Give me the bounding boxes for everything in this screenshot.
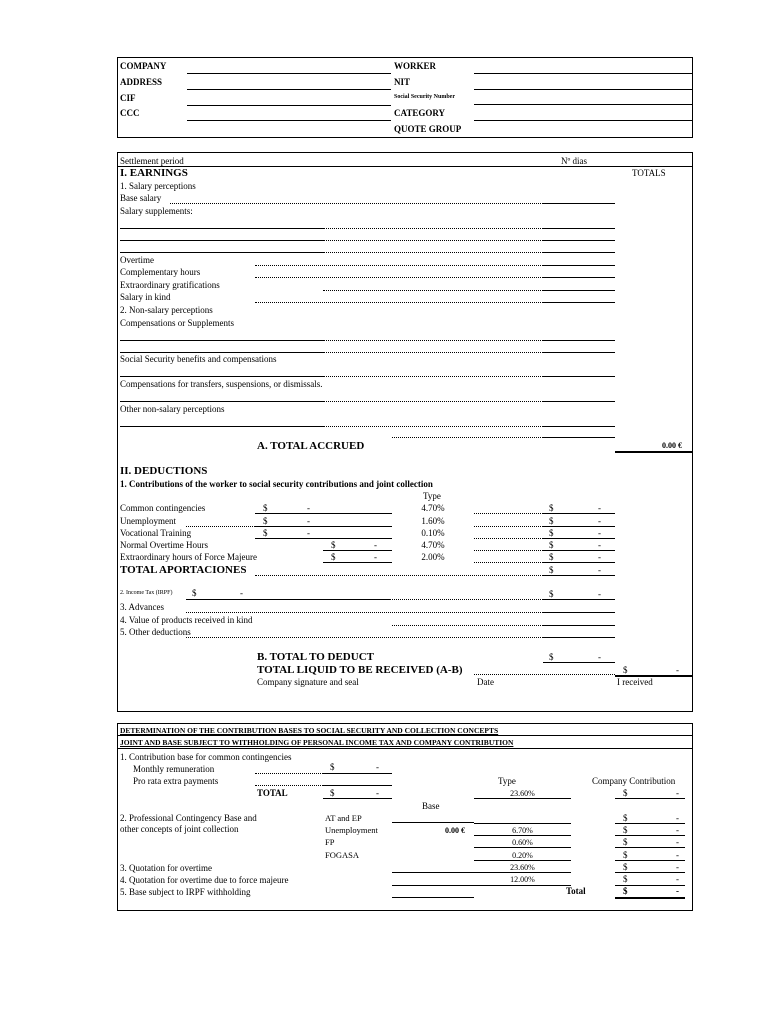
prorata-dots <box>255 785 323 786</box>
nit-field[interactable] <box>474 89 692 90</box>
totals-header: TOTALS <box>632 168 666 178</box>
common-base-label: 1. Contribution base for common contingencies <box>120 752 292 762</box>
deduction-row-amount-line[interactable] <box>543 538 615 539</box>
company-field[interactable] <box>187 73 391 74</box>
irpf-base: - <box>240 588 243 598</box>
prof-row-line <box>615 860 685 861</box>
products-in-kind-dots <box>392 625 543 626</box>
force-quote-base-line[interactable] <box>392 885 474 886</box>
force-quote-value: - <box>676 874 679 884</box>
total-accrued-dots <box>392 437 543 438</box>
deduction-row-type-dots <box>474 513 543 514</box>
total-liquid-label: TOTAL LIQUID TO BE RECEIVED (A-B) <box>257 664 463 676</box>
advances-dots <box>186 612 543 613</box>
overtime-field[interactable] <box>543 265 615 266</box>
deduction-row-type: 4.70% <box>421 540 445 550</box>
deduction-row-cur2: $ <box>549 528 554 538</box>
bases-total-label: TOTAL <box>257 788 288 798</box>
deduction-row-amount: - <box>598 516 601 526</box>
deduction-row-type-dots <box>474 562 543 563</box>
other-non-salary-field[interactable] <box>543 426 615 427</box>
transfers-line[interactable] <box>120 401 323 402</box>
prof-row-type-line <box>474 823 571 824</box>
cif-label: CIF <box>120 93 136 103</box>
deduction-row-label: Common contingencies <box>120 503 206 513</box>
deduction-row-cur2: $ <box>549 552 554 562</box>
category-field[interactable] <box>474 120 692 121</box>
deductions-title: II. DEDUCTIONS <box>120 465 208 477</box>
grand-total-value: - <box>676 886 679 896</box>
supplement-line-2[interactable] <box>120 240 323 241</box>
total-accrued-value: 0.00 € <box>662 441 682 450</box>
deduction-row-amount: - <box>598 540 601 550</box>
prof-row-type-line <box>474 860 571 861</box>
ssn-label: Social Security Number <box>394 94 455 100</box>
deduction-row-base-line[interactable] <box>323 562 392 563</box>
bases-total-type-line <box>474 798 571 799</box>
company-contribution-header: Company Contribution <box>592 776 676 786</box>
address-field[interactable] <box>187 89 391 90</box>
prof-row-base-line[interactable] <box>392 822 474 823</box>
prof-label-2: other concepts of joint collection <box>120 824 239 834</box>
prof-row-label: Unemployment <box>325 825 378 835</box>
deduction-row-label: Normal Overtime Hours <box>120 540 208 550</box>
total-deduct-cur: $ <box>549 652 554 662</box>
supplement-dots-2 <box>323 240 543 241</box>
complementary-hours-label: Complementary hours <box>120 267 201 277</box>
deduction-row-amount: - <box>598 552 601 562</box>
total-accrued-line <box>543 437 615 438</box>
deduction-row-cur: $ <box>263 516 268 526</box>
deduction-row-amount: - <box>598 528 601 538</box>
supplement-dots-1 <box>323 228 543 229</box>
supplement-line-1[interactable] <box>120 228 323 229</box>
deduction-row-label: Unemployment <box>120 516 176 526</box>
overtime-quote-cur: $ <box>623 862 628 872</box>
transfers-dots <box>323 401 543 402</box>
quote-group-label: QUOTE GROUP <box>394 124 462 134</box>
settlement-period-field[interactable] <box>255 166 543 167</box>
salary-in-kind-label: Salary in kind <box>120 292 171 302</box>
other-deductions-label: 5. Other deductions <box>120 627 191 637</box>
deduction-row-type-dots <box>474 526 543 527</box>
overtime-label: Overtime <box>120 255 154 265</box>
supplement-amount-3[interactable] <box>543 252 615 253</box>
total-liquid-cur: $ <box>623 665 628 675</box>
ccc-label: CCC <box>120 108 140 118</box>
ss-benefits-dots <box>323 376 543 377</box>
deduction-row-amount-line[interactable] <box>543 526 615 527</box>
deduction-row-label: Vocational Training <box>120 528 192 538</box>
deduction-row-base: - <box>307 503 310 513</box>
prof-row-value: - <box>676 813 679 823</box>
base-header: Base <box>422 801 440 811</box>
bases-total-value: - <box>376 788 379 798</box>
deduction-row-base: - <box>307 528 310 538</box>
deduction-row-type: 4.70% <box>421 503 445 513</box>
prof-row-value: - <box>676 837 679 847</box>
products-in-kind-field[interactable] <box>543 625 615 626</box>
irpf-value: - <box>598 589 601 599</box>
deduction-row-base-line[interactable] <box>255 513 392 514</box>
prof-row-cur: $ <box>623 813 628 823</box>
payroll-box <box>117 152 693 712</box>
other-non-salary-label: Other non-salary perceptions <box>120 404 225 414</box>
bases-title-2-line <box>117 748 693 749</box>
deduction-row-cur2: $ <box>549 540 554 550</box>
days-label: Nº dias <box>561 156 588 166</box>
force-quote-type-line <box>474 885 571 886</box>
irpf-base-field[interactable] <box>392 897 474 898</box>
force-quote-label: 4. Quotation for overtime due to force majeure <box>120 875 289 885</box>
total-contrib-label: TOTAL APORTACIONES <box>120 564 247 576</box>
deduction-row-cur: $ <box>331 552 336 562</box>
deduction-row-base: - <box>374 540 377 550</box>
complementary-hours-field[interactable] <box>543 277 615 278</box>
prorata-label: Pro rata extra payments <box>133 776 219 786</box>
bases-total-line <box>323 798 392 799</box>
bases-title-1-line <box>117 735 693 736</box>
bases-total-cur: $ <box>330 788 335 798</box>
overtime-quote-label: 3. Quotation for overtime <box>120 863 212 873</box>
nit-label: NIT <box>394 77 411 87</box>
deduction-row-amount-line[interactable] <box>543 513 615 514</box>
date-label: Date <box>477 677 494 687</box>
transfers-label: Compensations for transfers, suspensions, or dismissals. <box>120 379 323 389</box>
total-liquid-value: - <box>676 665 679 675</box>
supplement-amount-2[interactable] <box>543 240 615 241</box>
cif-field[interactable] <box>187 105 391 106</box>
overtime-quote-type-line <box>474 872 571 873</box>
deduction-row-dots <box>186 526 255 527</box>
deduction-row-cur: $ <box>263 503 268 513</box>
deduction-row-type: 1.60% <box>421 516 445 526</box>
compensations-field[interactable] <box>543 340 615 341</box>
deduction-row-base-line[interactable] <box>255 526 392 527</box>
deduction-row-base: - <box>374 552 377 562</box>
received-label: I received <box>617 677 653 687</box>
deduction-row-type: 0.10% <box>421 528 445 538</box>
force-quote-cur: $ <box>623 874 628 884</box>
monthly-cur: $ <box>330 762 335 772</box>
products-in-kind-label: 4. Value of products received in kind <box>120 615 253 625</box>
total-contrib-dots <box>255 575 543 576</box>
deduction-row-amount: - <box>598 503 601 513</box>
total-contrib-line <box>543 575 615 576</box>
transfers-field[interactable] <box>543 401 615 402</box>
ss-benefits-field[interactable] <box>543 376 615 377</box>
prof-row-type-line <box>474 847 571 848</box>
overtime-quote-type: 23.60% <box>510 863 535 872</box>
deduction-row-base: - <box>307 516 310 526</box>
worker-field[interactable] <box>474 73 692 74</box>
prof-row-line <box>615 823 685 824</box>
base-salary-field[interactable] <box>543 203 615 204</box>
supplement-amount-1[interactable] <box>543 228 615 229</box>
grand-total-label: Total <box>566 886 586 896</box>
supplement-line-3[interactable] <box>120 252 323 253</box>
worker-label: WORKER <box>394 61 437 71</box>
compensations-line[interactable] <box>120 340 323 341</box>
salary-in-kind-field[interactable] <box>543 302 615 303</box>
prof-row-type: 0.20% <box>512 851 533 860</box>
contrib-title: 1. Contributions of the worker to social security contributions and joint collection <box>120 479 433 489</box>
bases-title-1: DETERMINATION OF THE CONTRIBUTION BASES TO SOCIAL SECURITY AND COLLECTION CONCEPTS <box>120 726 499 735</box>
prof-row-type: 0.60% <box>512 838 533 847</box>
base-salary-dots <box>170 203 543 204</box>
grand-total-line <box>615 897 685 899</box>
irpf-cur: $ <box>192 588 197 598</box>
compensations-dots <box>323 340 543 341</box>
irpf-cur2: $ <box>549 589 554 599</box>
irpf-base-line[interactable] <box>186 599 391 600</box>
prof-row-type: 6.70% <box>512 826 533 835</box>
irpf-dots <box>392 599 543 600</box>
prof-row-line <box>615 835 685 836</box>
total-contrib-cur: $ <box>549 565 554 575</box>
compensations-field-2[interactable] <box>543 352 615 353</box>
irpf-base-label: 5. Base subject to IRPF withholding <box>120 887 251 897</box>
ss-benefits-line[interactable] <box>120 376 323 377</box>
other-deductions-dots <box>186 637 543 638</box>
total-deduct-value: - <box>598 652 601 662</box>
earnings-title: I. EARNINGS <box>120 167 188 179</box>
total-deduct-label: B. TOTAL TO DEDUCT <box>257 651 374 663</box>
irpf-label: 2. Income Tax (IRPF) <box>120 590 173 596</box>
prof-row-line <box>615 847 685 848</box>
monthly-field[interactable] <box>323 773 392 774</box>
prof-row-label: FP <box>325 837 335 847</box>
prof-row-type-line <box>474 835 571 836</box>
total-contrib-value: - <box>598 565 601 575</box>
ss-benefits-label: Social Security benefits and compensations <box>120 354 277 364</box>
supplement-dots-3 <box>323 252 543 253</box>
advances-label: 3. Advances <box>120 602 164 612</box>
irpf-line[interactable] <box>543 599 615 600</box>
compensations-dots-2 <box>323 352 543 353</box>
other-deductions-field[interactable] <box>543 637 615 638</box>
salary-supplements-label: Salary supplements: <box>120 206 193 216</box>
ssn-field[interactable] <box>474 104 692 105</box>
address-label: ADDRESS <box>120 77 163 87</box>
overtime-quote-line <box>615 872 685 873</box>
deduction-row-amount-line[interactable] <box>543 550 615 551</box>
total-liquid-dots <box>474 674 615 675</box>
compensations-line-2[interactable] <box>120 352 323 353</box>
bases-title-2: JOINT AND BASE SUBJECT TO WITHHOLDING OF PERSONAL INCOME TAX AND COMPANY CONTRIBUTION <box>120 738 514 747</box>
deduction-row-cur2: $ <box>549 503 554 513</box>
deduction-row-type-dots <box>474 550 543 551</box>
non-salary-label: 2. Non-salary perceptions <box>120 305 213 315</box>
other-non-salary-dots <box>323 426 543 427</box>
bases-total-type: 23.60% <box>510 789 535 798</box>
prorata-field[interactable] <box>323 785 392 786</box>
extraordinary-gratifications-label: Extraordinary gratifications <box>120 280 220 290</box>
bases-total-cc-value: - <box>676 788 679 798</box>
prof-row-base: 0.00 € <box>445 826 465 835</box>
total-accrued-underline <box>615 451 693 453</box>
monthly-label: Monthly remuneration <box>133 764 215 774</box>
total-deduct-line <box>543 662 615 663</box>
monthly-value: - <box>376 762 379 772</box>
other-non-salary-line[interactable] <box>120 426 323 427</box>
deduction-row-cur2: $ <box>549 516 554 526</box>
salary-perceptions-label: 1. Salary perceptions <box>120 181 196 191</box>
deductions-type-header: Type <box>423 491 441 501</box>
complementary-hours-dots <box>255 277 543 278</box>
overtime-dots <box>255 265 543 266</box>
extraordinary-gratifications-field[interactable] <box>543 290 615 291</box>
prof-row-label: FOGASA <box>325 850 360 860</box>
deduction-row-type-dots <box>474 538 543 539</box>
prof-row-label: AT and EP <box>325 813 362 823</box>
bases-type-header: Type <box>498 776 516 786</box>
salary-in-kind-dots <box>255 302 543 303</box>
deduction-row-cur: $ <box>263 528 268 538</box>
prof-row-cur: $ <box>623 837 628 847</box>
compensations-label: Compensations or Supplements <box>120 318 234 328</box>
overtime-quote-value: - <box>676 862 679 872</box>
prof-row-value: - <box>676 825 679 835</box>
deduction-row-base-line[interactable] <box>323 550 392 551</box>
bases-total-cc-line <box>615 798 685 799</box>
force-quote-type: 12.00% <box>510 875 535 884</box>
advances-field[interactable] <box>543 612 615 613</box>
prof-row-cur: $ <box>623 825 628 835</box>
extraordinary-gratifications-dots <box>323 290 543 291</box>
prof-row-value: - <box>676 850 679 860</box>
deduction-row-type: 2.00% <box>421 552 445 562</box>
signature-label: Company signature and seal <box>257 677 359 687</box>
company-label: COMPANY <box>120 61 167 71</box>
category-label: CATEGORY <box>394 108 446 118</box>
base-salary-label: Base salary <box>120 193 162 203</box>
overtime-quote-base-line[interactable] <box>392 872 474 873</box>
prof-label-1: 2. Professional Contingency Base and <box>120 813 257 823</box>
deduction-row-amount-line[interactable] <box>543 562 615 563</box>
prof-row-cur: $ <box>623 850 628 860</box>
monthly-dots <box>255 773 323 774</box>
bases-total-cc-cur: $ <box>623 788 628 798</box>
ccc-field[interactable] <box>187 120 391 121</box>
grand-total-cur: $ <box>623 886 628 896</box>
total-accrued-label: A. TOTAL ACCRUED <box>257 440 365 452</box>
deduction-row-label: Extraordinary hours of Force Majeure <box>120 552 257 562</box>
settlement-period-label: Settlement period <box>120 156 184 166</box>
deduction-row-base-line[interactable] <box>255 538 392 539</box>
deduction-row-cur: $ <box>331 540 336 550</box>
